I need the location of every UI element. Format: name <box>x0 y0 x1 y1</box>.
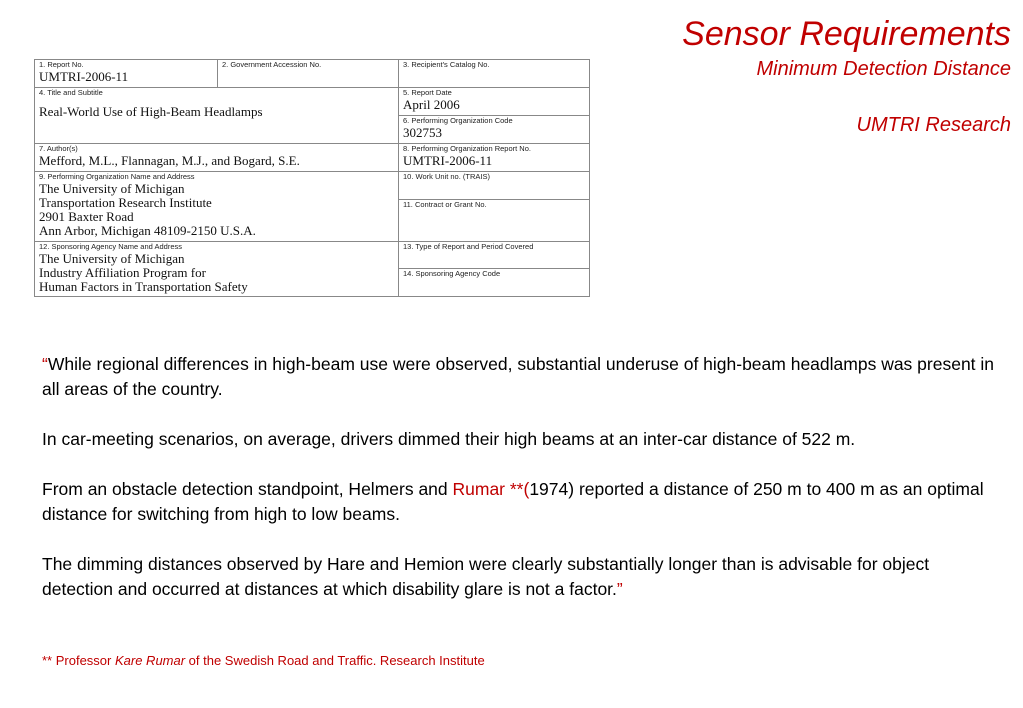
contract-cell <box>399 199 590 241</box>
recipient-catalog-label: 3. Recipient's Catalog No. <box>403 60 490 69</box>
contract-label: 11. Contract or Grant No. <box>403 199 487 209</box>
sponsor-cell <box>35 241 399 296</box>
perf-org-name-label: 9. Performing Organization Name and Address <box>39 172 195 182</box>
quote-paragraph-1 <box>42 352 1002 402</box>
authors-value: Mefford, M.L., Flannagan, M.J., and Bogard, S.E. <box>39 153 300 169</box>
gov-accession-cell <box>218 60 399 88</box>
authors-label: 7. Author(s) <box>39 144 78 154</box>
sponsor-code-label: 14. Sponsoring Agency Code <box>403 268 501 278</box>
perf-org-name-cell <box>35 172 399 241</box>
quote-text-2: In car-meeting scenarios, on average, drivers dimmed their high beams at an inter-car distance of 522 m. <box>42 429 856 449</box>
recipient-catalog-cell <box>399 60 590 88</box>
quote-paragraph-2 <box>42 427 1002 452</box>
sponsor-label: 12. Sponsoring Agency Name and Address <box>39 241 183 251</box>
report-documentation-form <box>34 59 590 297</box>
source-label: UMTRI Research <box>856 114 1011 136</box>
quote-text-3a: From an obstacle detection standpoint, Helmers and <box>42 479 453 499</box>
perf-org-line: 2901 Baxter Road <box>39 209 134 225</box>
title-subtitle-label: 4. Title and Subtitle <box>39 88 103 98</box>
footnote <box>42 653 485 668</box>
title-subtitle-value: Real-World Use of High-Beam Headlamps <box>39 104 263 120</box>
close-quote: ” <box>616 579 623 599</box>
title-block <box>682 14 1011 138</box>
footnote-name: Kare Rumar <box>114 653 186 668</box>
perf-org-code-value: 302753 <box>403 125 442 141</box>
work-unit-cell <box>399 172 590 199</box>
report-date-cell <box>399 88 590 116</box>
authors-cell <box>35 144 399 172</box>
quote-text-3b: 1974) reported a distance of 250 m to 400 m as an optimal distance for switching from high to low beams. <box>42 479 984 524</box>
rumar-reference: Rumar **( <box>452 479 530 499</box>
sponsor-line: Human Factors in Transportation Safety <box>39 278 248 294</box>
perf-org-line: The University of Michigan <box>39 181 185 197</box>
quote-paragraph-4 <box>42 552 1002 602</box>
report-no-cell <box>35 60 218 88</box>
footnote-suffix: of the Swedish Road and Traffic. Research Institute <box>185 653 485 668</box>
open-quote: “ <box>42 354 48 374</box>
quote-text-1: While regional differences in high-beam use were observed, substantial underuse of high-beam headlamps was present in all areas of the country. <box>42 354 995 399</box>
sponsor-line: Industry Affiliation Program for <box>39 264 206 280</box>
perf-org-report-value: UMTRI-2006-11 <box>403 153 493 169</box>
gov-accession-label: 2. Government Accession No. <box>222 60 322 69</box>
perf-org-line: Ann Arbor, Michigan 48109-2150 U.S.A. <box>39 223 256 239</box>
quote-text-4: The dimming distances observed by Hare and Hemion were clearly substantially longer than is advisable for object detection and occurred at distances at which disability glare is not a factor. <box>42 554 930 599</box>
report-no-value: UMTRI-2006-11 <box>39 69 129 84</box>
work-unit-label: 10. Work Unit no. (TRAIS) <box>403 172 490 182</box>
perf-org-report-label: 8. Performing Organization Report No. <box>403 144 531 154</box>
report-date-label: 5. Report Date <box>403 88 452 98</box>
title-subtitle-cell <box>35 88 399 144</box>
perf-org-line: Transportation Research Institute <box>39 195 212 211</box>
quote-body <box>42 352 1002 627</box>
perf-org-code-label: 6. Performing Organization Code <box>403 116 513 126</box>
report-no-label: 1. Report No. <box>39 60 84 69</box>
sponsor-code-cell <box>399 268 590 296</box>
report-type-cell <box>399 241 590 268</box>
report-type-label: 13. Type of Report and Period Covered <box>403 241 534 251</box>
perf-org-code-cell <box>399 116 590 144</box>
report-date-value: April 2006 <box>403 97 460 113</box>
quote-paragraph-3 <box>42 477 1002 527</box>
perf-org-report-cell <box>399 144 590 172</box>
slide-title: Sensor Requirements <box>682 15 1011 53</box>
slide-subtitle: Minimum Detection Distance <box>756 58 1011 80</box>
footnote-prefix: ** Professor <box>42 653 115 668</box>
sponsor-line: The University of Michigan <box>39 250 185 266</box>
